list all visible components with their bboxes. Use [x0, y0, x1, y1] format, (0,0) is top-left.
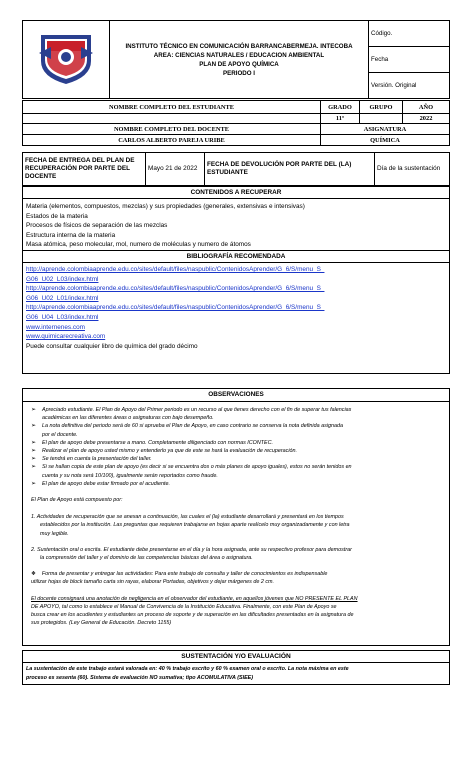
delivery-value: Mayo 21 de 2022	[146, 153, 205, 186]
diamond-icon: ❖	[31, 571, 36, 578]
contents-list	[23, 199, 449, 250]
observation-item: ➢ Apreciado estudiante. El Plan de Apoyo del Primer periodo es un recurso al que tienes derecho con el fin de superar tus falencias académicas en las diferentes áreas o asignaturas con bajo desempeño.	[31, 406, 441, 422]
subject-label: ASIGNATURA	[321, 124, 450, 135]
observation-item: ➢ La nota definitiva del periodo será de 60 si aprueba el Plan de Apoyo, en caso contrario se conserva la nota definida asignada por el docente.	[31, 422, 441, 438]
bibliography-link[interactable]: www.internenes.com	[26, 323, 85, 331]
observation-item: ➢ El plan de apoyo debe presentarse a mano. Completamente diligenciado con normas ICONTEC.	[31, 439, 441, 447]
period-name: PERIODO I	[223, 69, 255, 77]
delivery-label: FECHA DE ENTREGA DEL PLAN DE RECUPERACIÓN POR PARTE DEL DOCENTE	[23, 153, 146, 186]
code-cell: Código.	[369, 21, 450, 47]
header-table	[22, 20, 450, 99]
contents-box	[22, 186, 450, 374]
version-cell: Versión. Original	[369, 73, 450, 99]
bibliography-title: BIBLIOGRAFÍA RECOMENDADA	[23, 250, 449, 263]
year-value: 2022	[403, 114, 450, 124]
evaluation-box	[22, 650, 450, 685]
group-label: GRUPO	[360, 101, 403, 114]
date-cell: Fecha	[369, 47, 450, 73]
observation-item: ➢ El plan de apoyo debe estar firmado por el acudiente.	[31, 480, 441, 488]
content-item: Estados de la materia	[26, 212, 88, 220]
observations-list	[31, 406, 441, 488]
evaluation-text: La sustentación de este trabajo estará valorada en: 40 % trabajo escrito y 60 % examen oral o escrito. La nota máxima en este proceso es sesenta (60). Sistema de evaluación NO sumativa; tipo ACOMULATIVA (SIEE)	[26, 666, 349, 681]
dates-table	[22, 152, 450, 186]
component-1: 1. Actividades de recuperación que se anexan a continuación, las cuales el (la) estudiante desarrollará y presentará en los tiempos establecidos por la institución. Las preguntas que requieren trabajarse en hojas aparte realícelo muy organizadamente y con letra muy legible.	[31, 514, 350, 537]
logo-cell	[23, 21, 110, 99]
observation-item: ➢ Si se hallan copia de este plan de apoyo (es decir si se encuentra dos o más planes de apoyo iguales), estos no serán tenidos en cuenta y su nota será 10/100), igualmente serán reportados como fraude.	[31, 463, 441, 479]
header-title-cell	[110, 21, 369, 99]
bibliography-link[interactable]: http://aprende.colombiaaprende.edu.co/sites/default/files/naspublic/ContenidosAprender/G_6/S/menu_S_	[26, 265, 325, 273]
bibliography-link[interactable]: G06_U02_L01/index.html	[26, 294, 99, 302]
negligence-note: El docente consignará una anotación de negligencia en el observador del estudiante, en aquellos jóvenes que NO PRESENTE EL PLAN DE APOYO, tal como lo establece el Manual de Convivencia de la Institución Educativa. Finalmente, con este Plan de Apoyo se busca crear en los acudientes y estudiantes un proceso de soporte y de superación en las dificultades presentadas en la asignatura de sus protegidos. (Ley General de Educación. Decreto 1155)	[31, 595, 358, 627]
student-name-value	[23, 114, 321, 124]
content-item: Estructura interna de la materia	[26, 231, 116, 239]
bibliography-link[interactable]: http://aprende.colombiaaprende.edu.co/sites/default/files/naspublic/ContenidosAprender/G_6/S/menu_S_	[26, 304, 325, 312]
observations-title: OBSERVACIONES	[23, 389, 449, 402]
evaluation-title: SUSTENTACIÓN Y/O EVALUACIÓN	[23, 651, 449, 663]
bibliography-link[interactable]: http://aprende.colombiaaprende.edu.co/sites/default/files/naspublic/ContenidosAprender/G_6/S/menu_S_	[26, 285, 325, 293]
area-name: AREA: CIENCIAS NATURALES / EDUCACION AMBIENTAL	[153, 51, 325, 59]
bibliography-link[interactable]: www.quimicarecreativa.com	[26, 333, 106, 341]
grade-label: GRADO	[321, 101, 360, 114]
bibliography-list	[23, 263, 449, 351]
institution-name: INSTITUTO TÉCNICO EN COMUNICACIÓN BARRANCABERMEJA. INTECOBA	[125, 42, 353, 50]
group-value	[360, 114, 403, 124]
teacher-label: NOMBRE COMPLETO DEL DOCENTE	[23, 124, 321, 135]
component-2: 2. Sustentación oral o escrita. El estudiante debe presentarse en el día y la hora asignada, ante su respectivo profesor para demostrar la comprensión del taller y el dominio de las competencias básicas del área o asignatura.	[31, 546, 352, 562]
grade-value: 11º	[321, 114, 360, 124]
subject-value: QUÍMICA	[321, 135, 450, 146]
contents-title: CONTENIDOS A RECUPERAR	[23, 187, 449, 199]
student-name-label: NOMBRE COMPLETO DEL ESTUDIANTE	[23, 101, 321, 114]
observations-body	[23, 402, 449, 627]
school-shield-icon	[37, 31, 95, 87]
plan-name: PLAN DE APOYO QUÍMICA	[199, 60, 279, 68]
teacher-value: CARLOS ALBERTO PAREJA URIBE	[23, 135, 321, 146]
content-item: Procesos de físicos de separación de las mezclas	[26, 222, 168, 230]
bibliography-link[interactable]: G06_U04_L03/index.html	[26, 313, 99, 321]
sustentation-value: Día de la sustentación	[375, 153, 450, 186]
observations-box	[22, 388, 450, 646]
bibliography-link[interactable]: G06_U02_L03/index.html	[26, 275, 99, 283]
return-label: FECHA DE DEVOLUCIÓN POR PARTE DEL (LA) ESTUDIANTE	[205, 153, 375, 186]
year-label: AÑO	[403, 101, 450, 114]
bibliography-note: Puede consultar cualquier libro de química del grado décimo	[26, 342, 198, 350]
content-item: Masa atómica, peso molecular, mol, numero de moléculas y numero de átomos	[26, 241, 251, 249]
observation-item: ➢ Realizar el plan de apoyo usted mismo y entenderlo ya que de este se hará la evaluación de recuperación.	[31, 447, 441, 455]
composed-heading: El Plan de Apoyo está compuesto por:	[31, 497, 123, 504]
content-item: Materia (elementos, compuestos, mezclas) y sus propiedades (generales, extensivas e intensivas)	[26, 203, 305, 210]
student-table	[22, 100, 450, 146]
presentation-instructions: ❖ Forma de presentar y entregar las actividades: Para este trabajo de consulta y taller de conocimientos es indispensable utilizar hojas de block tamaño carta sin rayas, elaborar Portadas, objetivos y dejar márgenes de 2 cm.	[31, 571, 328, 586]
observation-item: ➢ Se tendrá en cuenta la presentación del taller.	[31, 455, 441, 463]
